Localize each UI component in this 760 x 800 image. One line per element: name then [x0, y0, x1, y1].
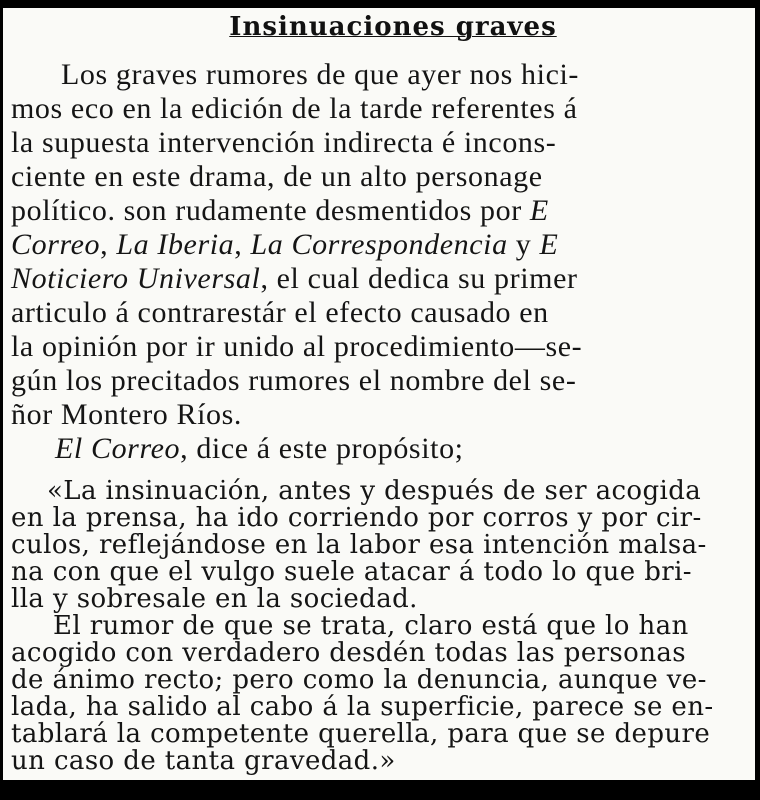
- line-5-italic: E: [529, 194, 549, 227]
- quote-line-5: lla y sobresale en la sociedad.: [11, 584, 418, 614]
- quote-line-10: tablará la competente querella, para que se depure: [11, 719, 711, 749]
- quote-line-2: en la prensa, ha ido corriendo por corros y por cir-: [11, 503, 702, 533]
- paragraph-1-line-5: [11, 194, 549, 228]
- quote-line-6: El rumor de que se trata, claro está que lo han: [53, 611, 689, 641]
- paragraph-1-line-11: ñor Montero Ríos.: [11, 398, 243, 431]
- separator: ,: [100, 228, 117, 261]
- headline: Insinuaciones graves: [229, 12, 557, 42]
- paragraph-1-line-4: ciente en este drama, de un alto personage: [11, 160, 543, 193]
- line-7-text: , el cual dedica su primer: [260, 262, 578, 295]
- paragraph-1-line-6: [11, 228, 558, 262]
- paragraph-1-line-10: gún los precitados rumores el nombre del se-: [11, 364, 577, 397]
- conjunction: y: [507, 228, 540, 261]
- quote-line-3: culos, reflejándose en la labor esa intención malsa-: [11, 530, 707, 560]
- quote-line-1: «La insinuación, antes y después de ser acogida: [47, 476, 702, 506]
- paragraph-1-line-8: articulo á contrarestár el efecto causado en: [11, 296, 549, 329]
- newspaper-clipping: [3, 8, 755, 780]
- paragraph-1-line-1: Los graves rumores de que ayer nos hici-: [61, 58, 580, 91]
- paragraph-1-line-7: [11, 262, 578, 296]
- quote-line-11: un caso de tanta gravedad.»: [11, 746, 396, 776]
- paragraph-1-line-3: la supuesta intervención indirecta é incons-: [11, 126, 557, 159]
- line-6-italic-end: E: [539, 228, 559, 261]
- paragraph-1-line-9: la opinión por ir unido al procedimiento—se-: [11, 330, 583, 363]
- paragraph-2-text: , dice á este propósito;: [180, 432, 464, 465]
- newspaper-name-iberia: La Iberia: [116, 228, 235, 261]
- quote-line-9: lada, ha salido al cabo á la superficie, parece se en-: [11, 692, 714, 722]
- quote-line-7: acogido con verdadero desdén todas las personas: [11, 638, 687, 668]
- quote-line-8: de ánimo recto; pero como la denuncia, aunque ve-: [11, 665, 707, 695]
- newspaper-name-noticiero: Noticiero Universal: [11, 262, 261, 295]
- newspaper-name-correspondencia: La Correspondencia: [250, 228, 508, 261]
- line-5-text: político. son rudamente desmentidos por: [11, 194, 530, 227]
- paragraph-1-line-2: mos eco en la edición de la tarde referentes á: [11, 92, 578, 125]
- quote-line-4: na con que el vulgo suele atacar á todo lo que bri-: [11, 557, 692, 587]
- separator: ,: [234, 228, 251, 261]
- newspaper-name-correo: El Correo: [55, 432, 181, 465]
- paragraph-2-line-1: [55, 432, 464, 466]
- newspaper-name-correo: Correo: [11, 228, 101, 261]
